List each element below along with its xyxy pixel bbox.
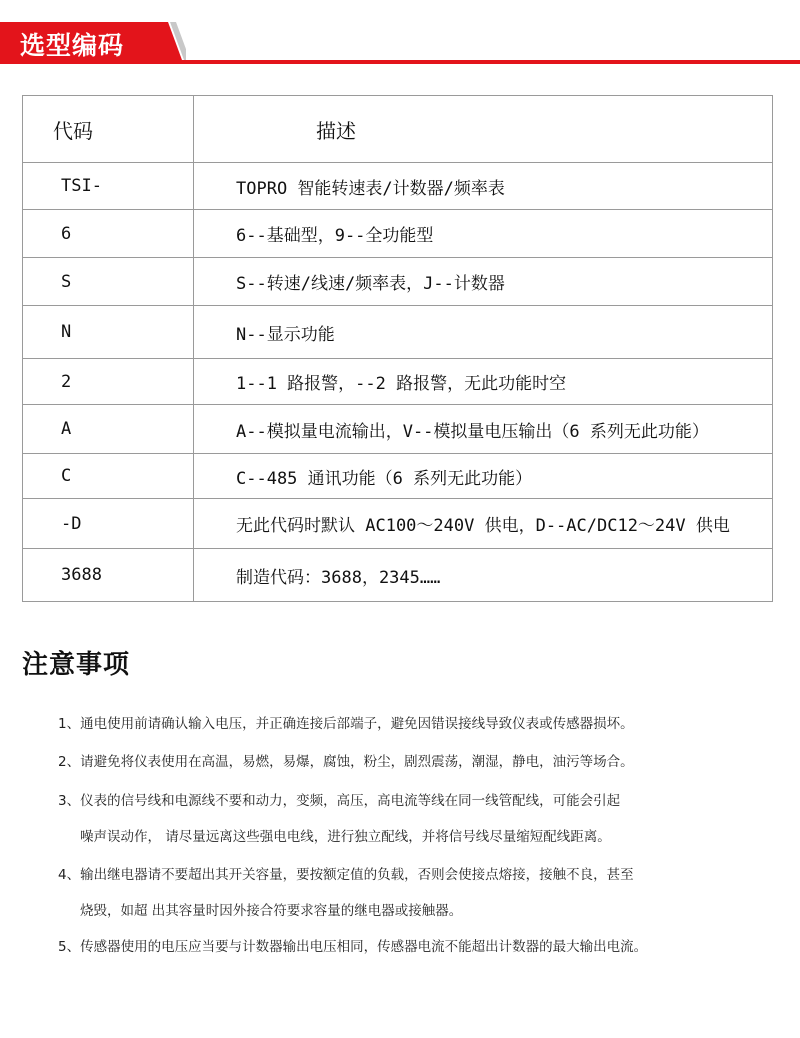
row-code: 3688 [23, 549, 194, 602]
row-code: TSI- [23, 163, 194, 210]
table-row [23, 454, 773, 499]
row-desc: A--模拟量电流输出，V--模拟量电压输出（6 系列无此功能） [194, 405, 773, 454]
note-line: 噪声误动作， 请尽量远离这些强电电线，进行独立配线，并将信号线尽量缩短配线距离。 [80, 829, 611, 845]
row-desc: 无此代码时默认 AC100～240V 供电，D--AC/DC12～24V 供电 [194, 499, 773, 549]
table-row [23, 499, 773, 549]
header-underline [0, 60, 800, 64]
header-code: 代码 [23, 96, 194, 163]
notes-title: 注意事项 [22, 650, 131, 680]
row-desc: S--转速/线速/频率表，J--计数器 [194, 258, 773, 306]
row-code: C [23, 454, 194, 499]
note-line: 5、传感器使用的电压应当要与计数器输出电压相同，传感器电流不能超出计数器的最大输出电流。 [58, 939, 648, 955]
section-title: 选型编码 [20, 31, 125, 60]
table-row [23, 549, 773, 602]
header-desc: 描述 [194, 96, 773, 163]
row-code: 6 [23, 210, 194, 258]
row-desc: 制造代码：3688，2345…… [194, 549, 773, 602]
row-code: 2 [23, 359, 194, 405]
row-desc: 6--基础型，9--全功能型 [194, 210, 773, 258]
row-code: S [23, 258, 194, 306]
table-row [23, 359, 773, 405]
note-line: 烧毁，如超 出其容量时因外接合符要求容量的继电器或接触器。 [80, 903, 463, 919]
section-header [0, 22, 800, 64]
row-desc: 1--1 路报警，--2 路报警，无此功能时空 [194, 359, 773, 405]
row-desc: TOPRO 智能转速表/计数器/频率表 [194, 163, 773, 210]
row-desc: C--485 通讯功能（6 系列无此功能） [194, 454, 773, 499]
selection-code-table [22, 95, 773, 602]
note-line: 4、输出继电器请不要超出其开关容量，要按额定值的负载，否则会使接点熔接，接触不良，甚至 [58, 867, 634, 883]
table-header-row [23, 96, 773, 163]
table-row [23, 163, 773, 210]
note-line: 2、请避免将仪表使用在高温，易燃，易爆，腐蚀，粉尘，剧烈震荡，潮湿，静电，油污等场合。 [58, 754, 634, 770]
table-row [23, 306, 773, 359]
table-row [23, 405, 773, 454]
table-row [23, 210, 773, 258]
note-line: 1、通电使用前请确认输入电压，并正确连接后部端子，避免因错误接线导致仪表或传感器损坏。 [58, 716, 634, 732]
row-code: A [23, 405, 194, 454]
note-line: 3、仪表的信号线和电源线不要和动力，变频，高压，高电流等线在同一线管配线，可能会引起 [58, 793, 621, 809]
row-code: -D [23, 499, 194, 549]
row-code: N [23, 306, 194, 359]
table-row [23, 258, 773, 306]
row-desc: N--显示功能 [194, 306, 773, 359]
